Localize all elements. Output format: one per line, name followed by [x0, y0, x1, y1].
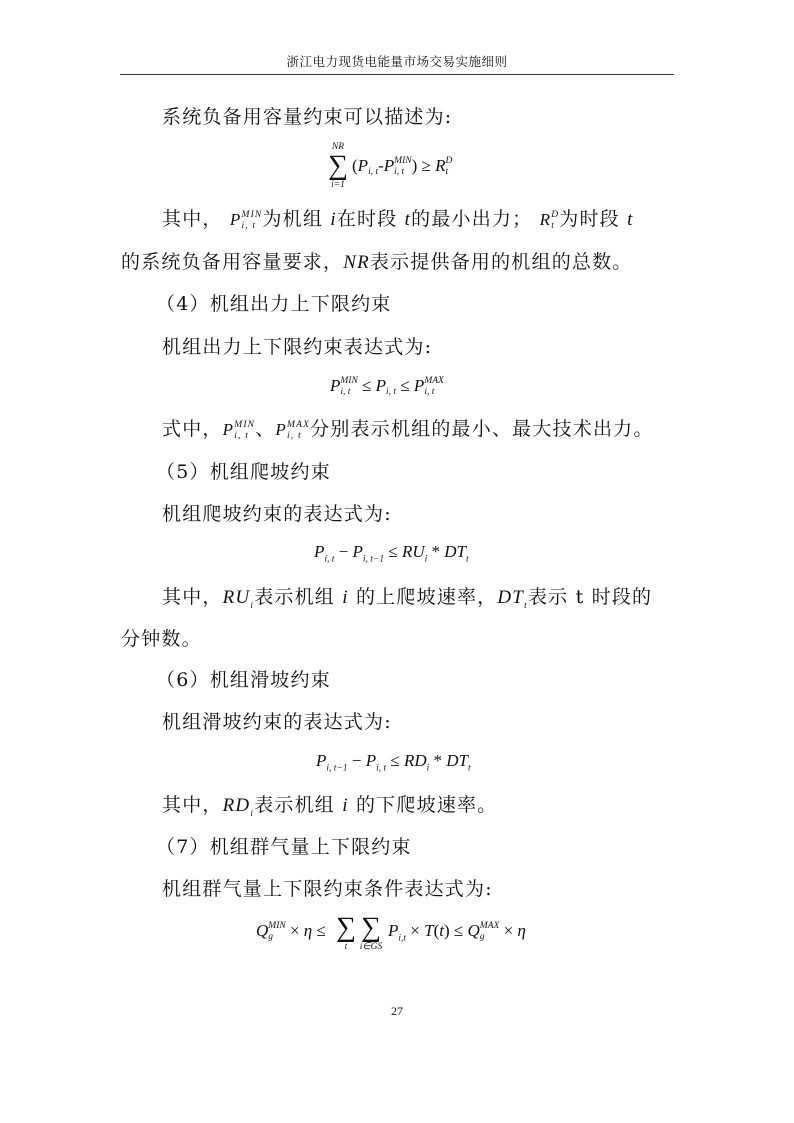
- formula-sum-t: ∑ t: [336, 912, 356, 952]
- text-line: 机组出力上下限约束表达式为:: [162, 336, 433, 358]
- text-line: 机组爬坡约束的表达式为:: [162, 503, 392, 525]
- text-line: 其中，$RD_i$表示机组 i 的下爬坡速率。: [162, 794, 498, 819]
- text-line: 系统负备用容量约束可以描述为:: [162, 106, 453, 128]
- running-header: 浙江电力现货电能量市场交易实施细则: [286, 54, 508, 69]
- text-line: 机组滑坡约束的表达式为:: [162, 711, 392, 733]
- header-rule: [120, 74, 674, 75]
- section-heading: （7）机组群气量上下限约束: [156, 836, 412, 858]
- formula-reserve: (P i, t -P MIN i, t ) ≥ R D t: [352, 156, 453, 178]
- section-heading: （6）机组滑坡约束: [156, 669, 331, 691]
- text-line: 其中，$RU_i$表示机组 i 的上爬坡速率，$DT_t$表示 t 时段的: [162, 586, 653, 611]
- formula-ramp-down: $P_{i, t-1} - P_{i, t} \le RD_i * DT_t$: [316, 751, 471, 774]
- formula-sum: NR ∑ i=1: [328, 142, 348, 190]
- formula-ramp-up: $P_{i, t} - P_{i, t-1} \le RU_i * DT_t$: [314, 542, 469, 565]
- formula-gas-a: Q MIN g × η ≤: [256, 921, 326, 943]
- section-heading: （4）机组出力上下限约束: [156, 293, 392, 315]
- text-line: 分钟数。: [121, 628, 202, 650]
- text-line: 式中，P MIN i, t 、P MAX i, t 分别表示机组的最小、最大技术出力。: [162, 418, 654, 442]
- formula-output-limits: P MIN i, t ≤ P i, t ≤ P MAX i, t: [330, 376, 444, 398]
- text-line: 其中， P MIN i, t 为机组 i在时段 t的最小出力； R D t 为时段 t: [162, 208, 634, 232]
- formula-sum-gs: ∑ i∈GS: [359, 912, 383, 952]
- formula-gas-b: $P_{i,t} \times T(t) \le Q$ MAX g × η: [388, 921, 526, 944]
- page-number: 27: [391, 1004, 403, 1018]
- text-line: 的系统负备用容量要求，NR表示提供备用的机组的总数。: [121, 251, 633, 273]
- text-line: 机组群气量上下限约束条件表达式为:: [162, 878, 493, 900]
- section-heading: （5）机组爬坡约束: [156, 461, 331, 483]
